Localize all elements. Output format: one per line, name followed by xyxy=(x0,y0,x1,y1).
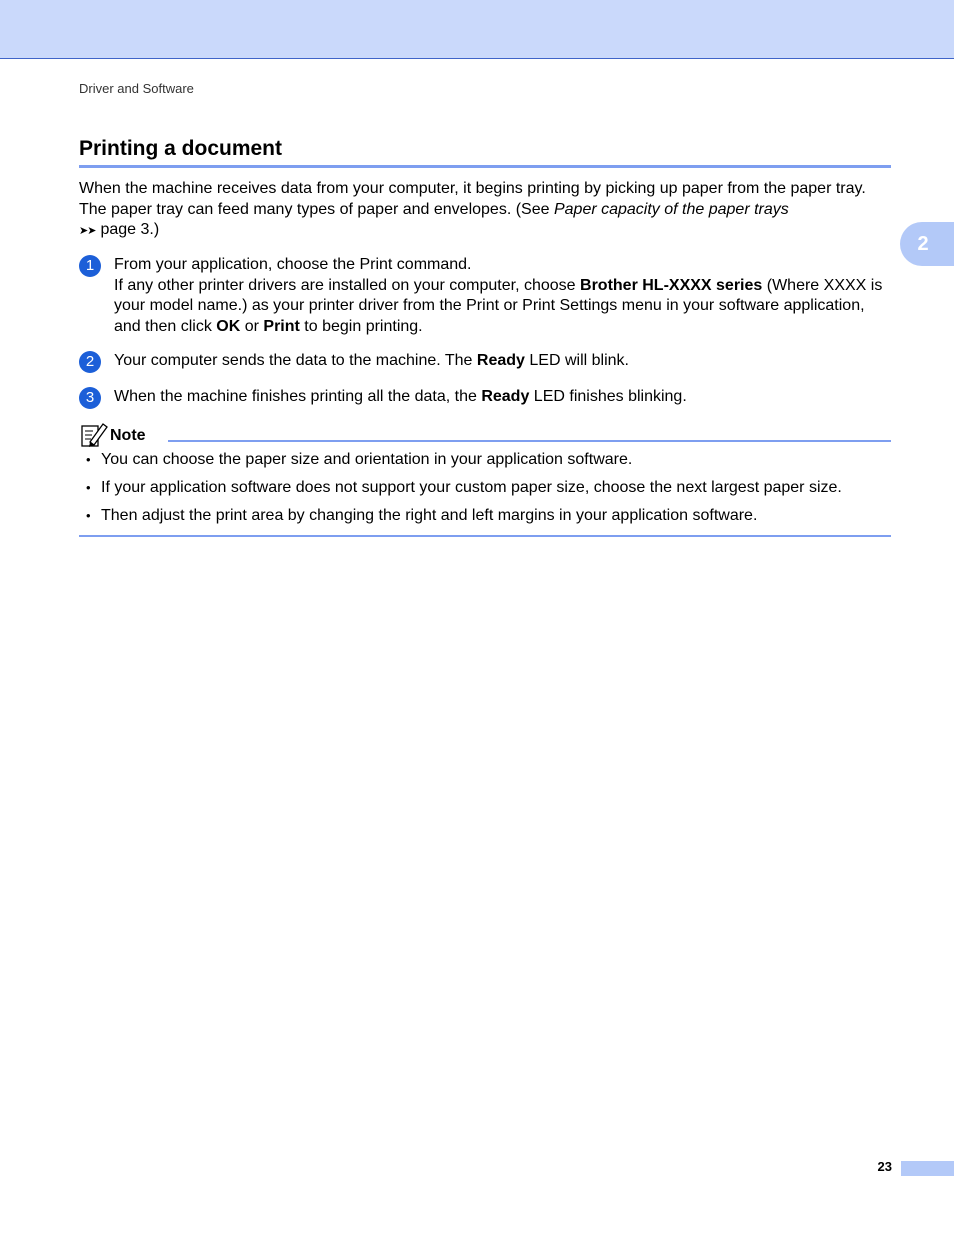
chapter-tab-number: 2 xyxy=(917,232,929,255)
section-title: Printing a document xyxy=(79,137,283,160)
ready-label: Ready xyxy=(481,388,530,405)
note-item: • If your application software does not support your custom paper size, choose the next largest paper size. xyxy=(79,478,899,498)
cross-reference-link[interactable]: Paper capacity of the paper trays xyxy=(553,200,789,218)
step-2 xyxy=(79,351,891,372)
note-label: Note xyxy=(110,427,146,444)
note-item: • You can choose the paper size and orientation in your application software. xyxy=(79,450,899,470)
running-header: Driver and Software xyxy=(79,81,194,96)
chapter-tab[interactable] xyxy=(900,222,954,266)
note-bottom-rule xyxy=(79,535,891,537)
note-list xyxy=(79,450,899,534)
note-pencil-icon xyxy=(80,421,108,448)
step-text: Your computer sends the data to the machine. The Ready LED will blink. xyxy=(114,352,629,369)
intro-paragraph xyxy=(79,179,891,242)
driver-name: Brother HL-XXXX series xyxy=(580,276,763,294)
step-text: When the machine finishes printing all the data, the Ready LED finishes blinking. xyxy=(114,388,687,405)
step-3 xyxy=(79,387,891,408)
note-item: • Then adjust the print area by changing the right and left margins in your application software. xyxy=(79,506,899,526)
top-header-band xyxy=(0,0,954,59)
step-text: From your application, choose the Print command. If any other printer drivers are installed on your computer, choose Brother HL-XXXX series (Where XXXX is your model name.) as your printer driver from the Print or Print Settings menu in your software application, and then click OK or Print to begin printing. xyxy=(114,256,883,335)
step-number-badge: 1 xyxy=(79,255,101,277)
step-number-badge: 3 xyxy=(79,387,101,409)
double-arrow-icon: ➤➤ xyxy=(79,225,96,237)
intro-page-ref: page 3.) xyxy=(100,221,160,238)
page-number: 23 xyxy=(877,1159,892,1174)
title-underline xyxy=(79,165,891,168)
step-1 xyxy=(79,255,891,337)
intro-text: When the machine receives data from your computer, it begins printing by picking up paper from the paper tray. The paper tray can feed many types of paper and envelopes. (See xyxy=(79,180,866,218)
page-number-tab xyxy=(901,1161,954,1176)
step-number-badge: 2 xyxy=(79,351,101,373)
ok-label: OK xyxy=(216,317,241,335)
note-top-rule xyxy=(168,440,891,442)
ready-label: Ready xyxy=(476,352,525,369)
print-label: Print xyxy=(263,317,300,335)
